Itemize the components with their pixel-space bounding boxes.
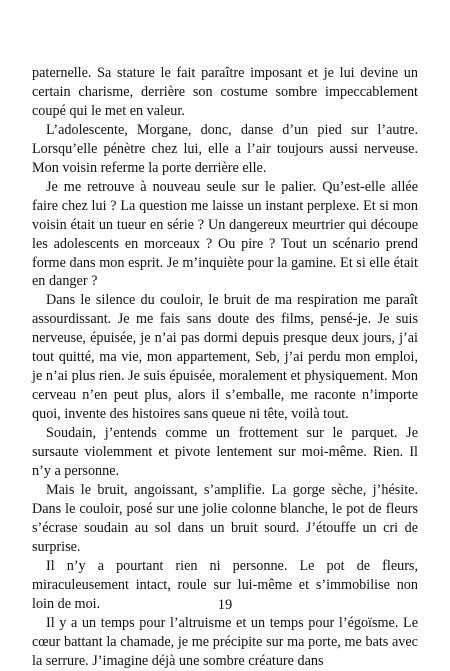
paragraph: Je me retrouve à nouveau seule sur le palier. Qu’est-elle allée faire chez lui ? La question me laisse un instant perplexe. Et si mon voisin était un tueur en série ? Un dangereux meurtrier qui découpe les adolescents en morceaux ? Ou pire ? Tout un scénario prend forme dans mon esprit. Je m’inquiète pour la gamine. Et si elle était en danger ? — [32, 178, 418, 290]
paragraph: L’adolescente, Morgane, donc, danse d’un pied sur l’autre. Lorsqu’elle pénètre chez lui, elle a l’air toujours aussi nerveuse. Mon voisin referme la porte derrière elle. — [32, 121, 418, 176]
paragraph: Mais le bruit, angoissant, s’amplifie. La gorge sèche, j’hésite. Dans le couloir, posé sur une jolie colonne blanche, le pot de fleurs s’écrase soudain au sol dans un bruit sourd. J’étouffe un cri de surprise. — [32, 481, 418, 555]
paragraph: paternelle. Sa stature le fait paraître imposant et je lui devine un certain charisme, derrière son costume sombre impeccablement coupé qui le met en valeur. — [32, 65, 418, 119]
body-text — [32, 64, 418, 671]
paragraph: Il y a un temps pour l’altruisme et un temps pour l’égoïsme. Le cœur battant la chamade, je me précipite sur ma porte, me bats avec la serrure. J’imagine déjà une sombre créature dans — [32, 614, 418, 669]
paragraph: Soudain, j’entends comme un frottement sur le parquet. Je sursaute violemment et pivote lentement sur moi-même. Rien. Il n’y a personne. — [32, 425, 418, 480]
page-number: 19 — [217, 597, 233, 613]
paragraph: Dans le silence du couloir, le bruit de ma respiration me paraît assourdissant. Je me fais sans doute des films, pensé-je. Je suis nerveuse, épuisée, je n’ai pas dormi depuis presque deux jours, j’ai tout quitté, ma vie, mon appartement, Seb, j’ai perdu mon emploi, je n’ai plus rien. Je suis épuisée, moralement et physiquement. Mon cerveau n’en peut plus, alors il s’emballe, me raconte n’importe quoi, invente des histoires sans queue ni tête, voilà tout. — [32, 292, 418, 423]
paragraph: Il n’y a pourtant rien ni personne. Le pot de fleurs, miraculeusement intact, roule sur lui-même et s’immobilise non loin de moi. — [32, 557, 418, 612]
